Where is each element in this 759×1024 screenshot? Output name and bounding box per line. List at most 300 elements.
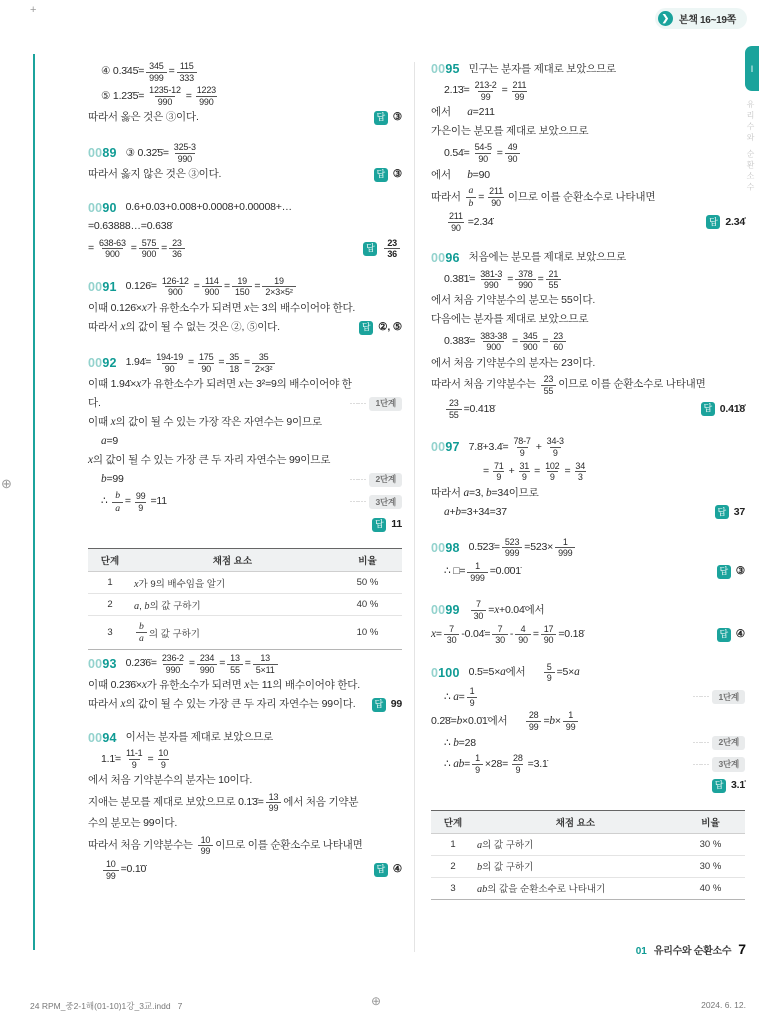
step-badge: 1단계 xyxy=(369,397,402,411)
solution-line xyxy=(88,858,402,882)
fraction-numerator: 211 xyxy=(489,186,503,197)
line-right xyxy=(368,111,402,125)
math-text: 가은이는 분모를 제대로 보았으므로 xyxy=(431,124,589,137)
grading-table-header-cell: 단계 xyxy=(431,810,475,833)
line-right xyxy=(706,779,745,793)
line-right xyxy=(700,215,745,229)
fraction-denominator: 30 xyxy=(444,634,460,646)
line-content xyxy=(431,125,588,139)
fraction-denominator: 99 xyxy=(563,721,579,733)
line-right xyxy=(368,168,402,182)
answer xyxy=(374,168,402,182)
fraction-numerator: 383-38 xyxy=(480,330,508,341)
problem-number-prefix: 00 xyxy=(431,603,446,618)
fraction-numerator: 31 xyxy=(519,460,530,471)
answer xyxy=(372,518,402,532)
fraction xyxy=(510,80,530,102)
line-content xyxy=(88,60,199,84)
fraction-numerator: 4 xyxy=(520,623,526,634)
fraction-denominator: 2×3² xyxy=(252,363,275,375)
fraction-numerator: 11-1 xyxy=(125,748,143,759)
math-text: 0.41̇8̇ xyxy=(719,402,745,415)
math-text: =5×a xyxy=(556,666,580,679)
grading-table-cell xyxy=(431,877,475,899)
registration-mark-left: ⊕ xyxy=(1,476,12,491)
math-text: 0.383̇= xyxy=(444,335,476,348)
solution-block xyxy=(431,536,745,584)
fraction xyxy=(226,352,242,374)
fraction-numerator: 23 xyxy=(553,330,563,341)
solution-line xyxy=(431,435,745,459)
fraction-numerator: 28 xyxy=(528,710,539,721)
math-text: =0.0̇01̇ xyxy=(489,565,521,578)
fraction-numerator: 126-12 xyxy=(161,275,189,286)
problem-number-prefix: 00 xyxy=(88,730,103,745)
problem-number xyxy=(88,200,117,216)
fraction-denominator: 999 xyxy=(146,72,166,84)
fraction xyxy=(526,710,542,732)
grading-table-cell xyxy=(132,572,333,594)
math-text: = xyxy=(501,84,508,97)
fraction xyxy=(541,624,557,646)
solution-block xyxy=(88,351,402,534)
math-text: 40 % xyxy=(699,882,722,894)
fraction xyxy=(139,238,159,260)
solution-line xyxy=(431,184,745,210)
math-text: ②, ⑤ xyxy=(378,320,402,333)
math-text: 이때 x의 값이 될 수 있는 가장 작은 자연수는 9이므로 xyxy=(88,416,322,429)
page-number: 7 xyxy=(738,941,746,957)
fraction-denominator: 900 xyxy=(483,341,503,353)
line-right xyxy=(353,321,402,335)
problem-number-prefix: 00 xyxy=(88,657,103,672)
math-text: 0.54̇= xyxy=(444,146,470,159)
grading-criteria xyxy=(134,598,201,612)
fraction xyxy=(198,835,214,857)
column-divider xyxy=(414,62,415,952)
grading-table-cell xyxy=(431,833,475,855)
math-text: = xyxy=(512,335,518,348)
fraction-numerator: 99 xyxy=(135,491,146,502)
fraction-numerator: 325-3 xyxy=(173,142,196,153)
math-text: 1.1̇= xyxy=(101,752,121,765)
fraction-denominator: 2×3×5² xyxy=(262,286,295,298)
fraction xyxy=(471,599,487,621)
solution-block xyxy=(431,598,745,646)
fraction-numerator: 78-7 xyxy=(513,436,531,447)
math-text: 99 xyxy=(390,698,402,711)
fraction-denominator: 900 xyxy=(202,286,222,298)
fraction-denominator: 900 xyxy=(520,341,540,353)
fraction xyxy=(227,653,243,675)
fraction-denominator: 90 xyxy=(541,634,557,646)
solution-line xyxy=(88,676,402,695)
fraction-numerator: 7 xyxy=(497,623,503,634)
fraction-numerator: 10 xyxy=(200,834,211,845)
fraction-numerator: 10 xyxy=(106,859,116,869)
answer-value xyxy=(382,237,402,261)
fraction-numerator: 175 xyxy=(198,352,214,363)
answer-badge: 답 xyxy=(372,518,386,532)
line-right xyxy=(343,495,402,509)
grading-table-cell xyxy=(676,855,745,877)
math-text: 이때 0.23̇6̇×x가 유한소수가 되려면 x는 11의 배수이어야 한다. xyxy=(88,679,360,692)
fraction xyxy=(146,85,184,107)
math-text: x가 9의 배수임을 알기 xyxy=(133,578,226,590)
fraction xyxy=(542,461,562,483)
solution-line xyxy=(431,598,745,622)
grading-criteria xyxy=(477,837,533,851)
solution-line xyxy=(431,165,745,184)
grading-criteria xyxy=(477,881,605,895)
fraction-numerator: 114 xyxy=(204,275,219,286)
fraction xyxy=(510,753,526,775)
problem-number-main: 98 xyxy=(445,540,460,555)
line-content xyxy=(88,678,360,693)
solution-line xyxy=(431,292,745,311)
problem-number-main: 96 xyxy=(445,250,460,265)
math-text: 50 % xyxy=(356,577,379,589)
math-text: 1.94̇= xyxy=(125,356,152,369)
problem-number-prefix: 00 xyxy=(88,146,103,161)
problem-number xyxy=(431,665,460,681)
line-content xyxy=(88,791,358,815)
fraction-numerator: 211 xyxy=(449,211,463,222)
solution-line xyxy=(431,397,745,421)
math-text: = xyxy=(254,280,261,293)
fraction-numerator: 13 xyxy=(230,653,240,664)
textbook-page-ref-badge xyxy=(655,8,747,29)
grading-table-header-cell: 비율 xyxy=(676,810,745,833)
solution-line xyxy=(431,79,745,103)
math-text: = xyxy=(244,657,251,670)
fraction-numerator: 102 xyxy=(545,460,560,471)
fraction-numerator: 35 xyxy=(229,352,239,363)
math-text: = xyxy=(564,464,571,477)
solution-line xyxy=(88,299,402,318)
fraction xyxy=(232,276,252,298)
fraction xyxy=(202,276,222,298)
solution-line xyxy=(431,685,745,709)
fraction xyxy=(266,792,282,814)
math-text: 에서 처음 기약분수의 분자는 23이다. xyxy=(431,356,596,369)
solution-line xyxy=(88,747,402,771)
grading-table-header-row xyxy=(431,810,745,833)
fraction-numerator: 194-19 xyxy=(156,352,184,363)
math-text: = xyxy=(147,752,154,765)
solution-line xyxy=(431,777,745,796)
answer-value xyxy=(736,565,745,579)
fraction-numerator: 19 xyxy=(237,275,247,286)
fraction-denominator: 60 xyxy=(550,341,566,353)
math-text: 따라서 옳지 않은 것은 ③이다. xyxy=(88,168,222,181)
problem-number-main: 99 xyxy=(445,603,460,618)
fraction xyxy=(546,269,562,291)
solution-line xyxy=(431,733,745,752)
math-text: 30 % xyxy=(699,838,722,850)
fraction xyxy=(103,859,119,881)
line-content xyxy=(88,141,201,165)
math-text: 처음에는 분모를 제대로 보았으므로 xyxy=(468,251,626,264)
fraction-denominator: 900 xyxy=(139,248,159,260)
math-text: 7.8̇+3.4̇= xyxy=(468,440,509,453)
math-text: 따라서 xyxy=(431,190,464,203)
math-text: = xyxy=(188,356,194,369)
fraction-denominator: 99 xyxy=(478,91,494,103)
fraction xyxy=(555,537,575,559)
grading-table-cell xyxy=(88,616,132,650)
fraction-numerator: 236-2 xyxy=(161,653,184,664)
line-right xyxy=(357,237,402,261)
answer xyxy=(372,698,402,712)
fraction xyxy=(517,461,533,483)
math-text: 이므로 이를 순환소수로 나타내면 xyxy=(558,378,706,391)
line-content xyxy=(431,598,544,622)
fraction-numerator: 1 xyxy=(475,561,480,572)
fraction-denominator: b xyxy=(466,197,477,209)
fraction xyxy=(384,238,400,260)
math-text: = xyxy=(537,272,544,285)
grading-criteria xyxy=(134,620,200,646)
line-right xyxy=(686,757,745,771)
answer xyxy=(363,237,402,261)
fraction xyxy=(136,621,147,645)
solution-block xyxy=(88,275,402,337)
fraction-numerator: 523 xyxy=(504,536,520,547)
step-marker xyxy=(692,757,745,771)
line-content xyxy=(88,774,252,788)
line-content xyxy=(431,357,595,371)
grading-table-head xyxy=(88,549,402,572)
fraction-numerator: 1223 xyxy=(196,85,216,96)
problem-number-main: 97 xyxy=(445,440,460,455)
answer-badge: 답 xyxy=(374,111,388,125)
math-text: a=9 xyxy=(101,435,119,448)
problem-number xyxy=(88,279,117,295)
problem-number-prefix: 00 xyxy=(431,250,446,265)
math-text: ∴ b=28 xyxy=(444,736,476,749)
line-right xyxy=(366,518,402,532)
line-content xyxy=(431,330,568,354)
math-text: = xyxy=(478,190,485,203)
fraction-denominator: 99 xyxy=(512,91,528,103)
math-text: ⑤ 1.23̇5̇= xyxy=(101,89,145,102)
solution-line xyxy=(88,815,402,834)
fraction-numerator: 10 xyxy=(158,748,169,759)
solution-line xyxy=(431,141,745,165)
step-marker xyxy=(349,495,402,509)
fraction-denominator: 90 xyxy=(488,197,504,209)
problem-number-prefix: 00 xyxy=(88,356,103,371)
math-text: 2.34̇ xyxy=(725,215,745,228)
math-text: ④ 0.3̇45̇= xyxy=(101,65,145,78)
line-content xyxy=(88,453,330,468)
solution-line xyxy=(88,489,402,515)
math-text: 민구는 분자를 제대로 보았으므로 xyxy=(468,62,616,75)
math-text: ∴ ab= xyxy=(444,758,471,771)
solution-line xyxy=(88,199,402,218)
math-text: 따라서 x의 값이 될 수 없는 것은 ②, ⑤이다. xyxy=(88,321,280,334)
fraction xyxy=(262,276,295,298)
problem-number xyxy=(88,656,117,672)
fraction xyxy=(196,352,216,374)
fraction xyxy=(502,537,522,559)
solution-line xyxy=(431,536,745,560)
grading-table-cell xyxy=(475,833,676,855)
math-text: =0.63888…=0.638̇ xyxy=(88,220,172,233)
math-text: 이므로 이를 순환소수로 나타내면 xyxy=(215,839,363,852)
math-text: 0.38̇1̇= xyxy=(444,272,476,285)
grading-table-row xyxy=(431,833,745,855)
left-column xyxy=(88,60,402,896)
answer-badge: 답 xyxy=(717,628,731,642)
fraction-denominator: 3 xyxy=(575,471,586,483)
step-leader-dots: ⋯⋯ xyxy=(692,737,709,748)
fraction xyxy=(446,211,466,233)
fraction-numerator: 19 xyxy=(274,275,284,286)
fraction-numerator: 34 xyxy=(575,460,586,471)
fraction-numerator: 345 xyxy=(149,61,164,71)
math-text: ∴ □= xyxy=(444,565,466,578)
solution-line xyxy=(431,503,745,522)
line-content xyxy=(431,505,507,520)
fraction-denominator: 99 xyxy=(103,870,119,882)
math-text: 이때 0.126̇×x가 유한소수가 되려면 x는 3의 배수이어야 한다. xyxy=(88,302,356,315)
math-text: a의 값 구하기 xyxy=(476,840,534,852)
problem-number xyxy=(88,145,117,161)
crop-mark-top-left: + xyxy=(30,4,37,16)
fraction-denominator: 999 xyxy=(467,572,487,584)
fraction-denominator: 9 xyxy=(512,764,523,776)
fraction-denominator: 90 xyxy=(515,634,531,646)
grading-table-row xyxy=(88,572,402,594)
fraction-denominator: 30 xyxy=(492,634,508,646)
grading-table-body xyxy=(88,572,402,650)
fraction-denominator: 36 xyxy=(384,248,400,260)
line-content xyxy=(431,460,590,484)
fraction-numerator: 234 xyxy=(199,653,215,664)
math-text: = xyxy=(542,335,549,348)
math-text: 3 xyxy=(450,882,456,894)
math-text: = xyxy=(219,657,226,670)
grading-table-cell xyxy=(132,594,333,616)
fraction-denominator: 990 xyxy=(175,153,195,165)
fraction xyxy=(194,85,219,107)
problem-number-prefix: 00 xyxy=(88,279,103,294)
fraction xyxy=(486,186,506,208)
line-content xyxy=(431,250,626,266)
line-content xyxy=(88,377,352,392)
math-text: a, b의 값 구하기 xyxy=(133,600,201,612)
answer-value xyxy=(725,216,745,230)
fraction-denominator: 18 xyxy=(226,363,242,375)
line-right xyxy=(368,863,402,877)
fraction-denominator: 30 xyxy=(471,610,487,622)
problem-number-prefix: 0 xyxy=(431,665,439,680)
grading-table-header-cell: 채점 요소 xyxy=(132,549,333,572)
fraction-numerator: 7 xyxy=(449,623,454,634)
fraction-numerator: b xyxy=(115,490,120,502)
math-text: = xyxy=(193,280,200,293)
math-text: =0.41̇8̇ xyxy=(463,402,495,415)
fraction-denominator: 90 xyxy=(505,153,521,165)
problem-number-prefix: 00 xyxy=(88,201,103,216)
fraction-denominator: 55 xyxy=(541,385,557,397)
solution-line xyxy=(431,752,745,776)
math-text: ∴ xyxy=(101,495,111,508)
grading-table-cell xyxy=(475,855,676,877)
line-content xyxy=(431,79,531,103)
problem-number-prefix: 00 xyxy=(431,440,446,455)
answer xyxy=(374,111,402,125)
math-text: ④ xyxy=(735,627,745,640)
line-content xyxy=(88,301,355,316)
math-text: 따라서 처음 기약분수는 xyxy=(88,839,196,852)
fraction-numerator: 213-2 xyxy=(474,80,497,90)
fraction xyxy=(146,61,166,83)
grading-table-head xyxy=(431,810,745,833)
fraction xyxy=(544,436,567,458)
fraction-numerator: 54-5 xyxy=(474,142,492,153)
answer-value xyxy=(393,168,402,182)
fraction-numerator: 17 xyxy=(543,623,554,634)
math-text: ab의 값을 순환소수로 나타내기 xyxy=(476,884,606,896)
solution-block xyxy=(431,60,745,235)
line-right xyxy=(695,402,745,416)
math-text: b의 값 구하기 xyxy=(476,862,534,874)
fraction xyxy=(133,491,149,513)
solution-block xyxy=(88,60,402,127)
solution-line xyxy=(88,652,402,676)
fraction xyxy=(472,142,495,164)
grading-table xyxy=(431,810,745,900)
answer-badge: 답 xyxy=(363,242,377,256)
solution-line xyxy=(431,460,745,484)
fraction xyxy=(171,142,199,164)
math-text: 의 값 구하기 xyxy=(148,628,200,640)
solution-line xyxy=(431,661,745,685)
step-badge: 2단계 xyxy=(712,736,745,750)
math-text: 0.5̇=5×a에서 xyxy=(468,666,542,679)
line-content xyxy=(431,105,495,120)
math-text: 10 % xyxy=(356,627,379,639)
line-content xyxy=(431,313,588,327)
solution-line xyxy=(88,318,402,337)
math-text: = xyxy=(224,280,230,293)
math-text: = xyxy=(188,657,195,670)
fraction xyxy=(472,80,500,102)
math-text: =11 xyxy=(150,495,167,508)
line-content xyxy=(88,320,280,335)
fraction-numerator: a xyxy=(468,185,474,197)
math-text: + xyxy=(535,440,542,453)
problem-number-main: 92 xyxy=(102,356,117,371)
problem-number xyxy=(431,61,460,77)
fraction-numerator: 71 xyxy=(493,460,504,471)
fraction-numerator: 5 xyxy=(546,661,552,672)
fraction xyxy=(477,269,505,291)
line-content xyxy=(431,435,569,459)
answer xyxy=(701,402,745,416)
solution-block xyxy=(88,141,402,184)
line-content xyxy=(431,61,616,77)
math-text: 37 xyxy=(733,505,745,518)
line-content xyxy=(431,210,493,234)
math-text: 이때 1.94̇×x가 유한소수가 되려면 x는 3²=9의 배수이어야 한 xyxy=(88,378,352,391)
fraction-numerator: 13 xyxy=(260,653,270,664)
answer-value xyxy=(734,506,745,520)
math-text: = xyxy=(507,272,514,285)
